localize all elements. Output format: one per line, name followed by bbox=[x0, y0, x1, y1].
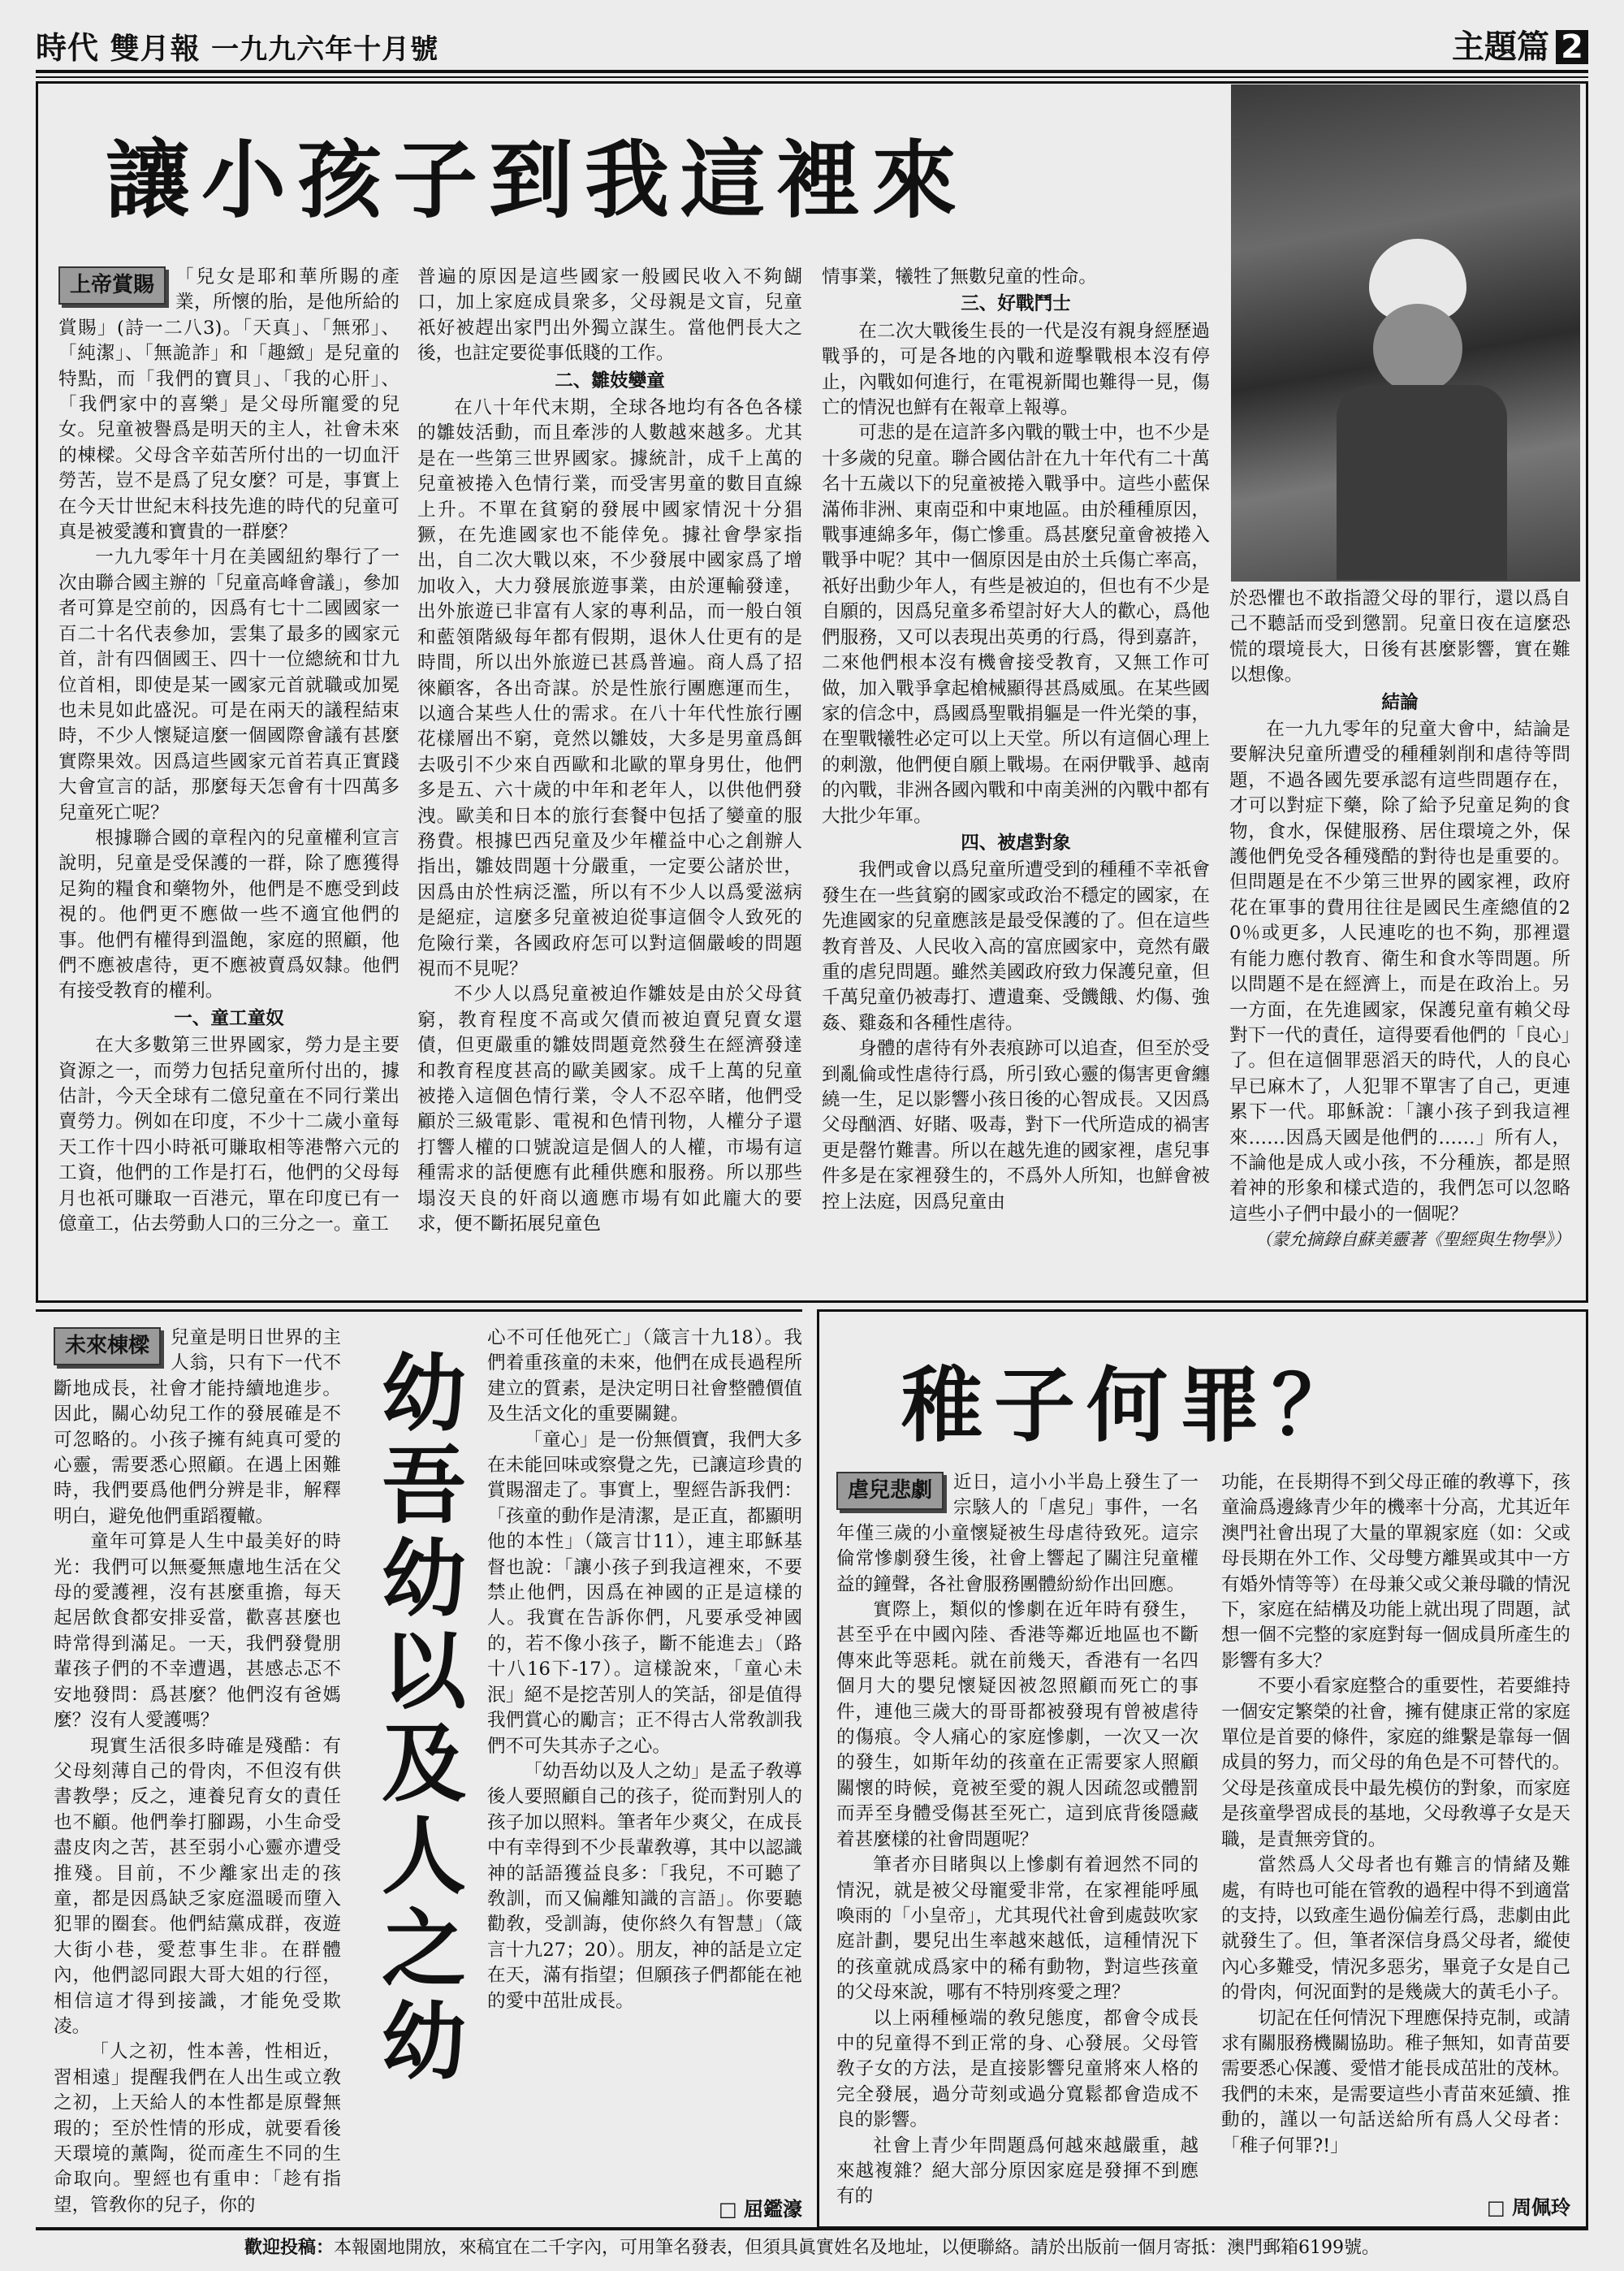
section-heading-2: 二、雛妓孌童 bbox=[555, 370, 665, 391]
paragraph: 現實生活很多時確是殘酷：有父母刻薄自己的骨肉，不但沒有供書教學；反之，連養兒育女的責任也不顧。他們拳打腳踢，小生命受盡皮肉之苦，甚至弱小心靈亦遭受推殘。目前，不少離家出走的孩童，都是因爲缺乏家庭溫暖而墮入犯罪的圈套。他們結黨成群，夜遊大街小巷，愛惹事生非。在群體內，他們認同跟大哥大姐的行徑，相信這才得到接識，才能免受欺凌。 bbox=[54, 1735, 341, 2037]
child-photo bbox=[1231, 84, 1580, 582]
paragraph: 根據聯合國的章程內的兒童權利宣言說明，兒童是受保護的一群，除了應獲得足夠的糧食和藥物外，他們是不應受到歧視的。他們更不應做一些不適宜他們的事。他們有權得到溫飽，家庭的照顧，他們不應被虐待，更不應被賣爲奴隸。他們有接受教育的權利。 bbox=[58, 827, 400, 1002]
section-heading-5: 結論 bbox=[1381, 691, 1419, 713]
paragraph: 切記在任何情況下理應保持克制，或請求有關服務機關協助。稚子無知，如青苗要需要悉心保護、愛惜才能長成茁壯的茂林。我們的未來，是需要這些小青苗來延續、推動的，謹以一句話送給所有爲人父母者：「稚子何罪?!」 bbox=[1221, 2007, 1570, 2156]
paragraph: 在八十年代末期，全球各地均有各色各樣的雛妓活動，而且牽涉的人數越來越多。尤其是在一些第三世界國家。據統計，成千上萬的兒童被捲入色情行業，而受害男童的數目直線上升。不單在貧窮的發展中國家情況十分猖獗，在先進國家也不能倖免。據社會學家指出，自二次大戰以來，不少發展中國家爲了增加收入，大力發展旅遊事業，由於運輸發達，出外旅遊已非富有人家的專利品，而一般白領和藍領階級每年都有假期，退休人仕更有的是時間，所以出外旅遊已甚爲普遍。商人爲了招徠顧客，各出奇謀。於是性旅行團應運而生，以適合某些人仕的需求。在八十年代性旅行團花樣層出不窮，竟然以雛妓，大多是男童爲餌去吸引不少來自西歐和北歐的單身男仕，他們多是五、六十歲的中年和老年人，以供他們發洩。歐美和日本的旅行套餐中包括了孌童的服務費。根據巴西兒童及少年權益中心之創辦人指出，雛妓問題十分嚴重，一定要公諸於世，因爲由於性病泛濫，所以有不少人以爲愛滋病是絕症，這麼多兒童被迫從事這個令人致死的危險行業，各國政府怎可以對這個嚴峻的問題視而不見呢？ bbox=[417, 397, 802, 980]
paragraph: 「人之初，性本善，性相近，習相遠」提醒我們在人出生或立敎之初，上天給人的本性都是原聲無瑕的；至於性情的形成，就要看後天環境的薰陶，從而產生不同的生命取向。聖經也有重申：「趁有指望，管敎你的兒子，你的 bbox=[54, 2041, 341, 2216]
article-2-title: 幼吾幼以及人之幼 bbox=[367, 1348, 466, 2089]
page-number: 2 bbox=[1556, 30, 1588, 64]
paragraph: 兒童是明日世界的主人翁，只有下一代不斷地成長，社會才能持續地進步。因此，關心幼兒工作的發展確是不可忽略的。小孩子擁有純真可愛的心靈，需要悉心照顧。在遇上困難時，我們要爲他們分辨是非，解釋明白，避免他們重蹈覆轍。 bbox=[54, 1327, 341, 1527]
source-credit: （蒙允摘錄自蘇美靈著《聖經與生物學》） bbox=[1255, 1230, 1570, 1250]
paragraph: 「幼吾幼以及人之幼」是孟子敎導後人要照顧自己的孩子，從而對別人的孩子加以照料。筆者年少爽父，在成長中有幸得到不少長輩敎導，其中以認識神的話語獲益良多：「我兒，不可聽了敎訓，而又偏離知識的言語」。你要聽勸敎，受訓誨，使你終久有智慧」（箴言十九27；20）。朋友，神的話是立定在天，滿有指望；但願孩子們都能在祂的愛中茁壯成長。 bbox=[487, 1760, 802, 2012]
article-3-title: 稚子何罪？ bbox=[901, 1358, 1364, 1453]
article-main-title: 讓小孩子到我這裡來 bbox=[106, 130, 969, 230]
child-body-icon bbox=[1337, 385, 1507, 580]
article-main-col-4 bbox=[1229, 586, 1570, 1290]
footer-rule bbox=[36, 2227, 1588, 2230]
section-header bbox=[1452, 21, 1588, 67]
article-main-col-1 bbox=[58, 265, 400, 1284]
section-heading-4: 四、被虐對象 bbox=[961, 832, 1071, 854]
footer-label: 歡迎投稿： bbox=[244, 2237, 334, 2258]
paragraph: 實際上，類似的慘劇在近年時有發生，甚至乎在中國內陸、香港等鄰近地區也不斷傳來此等惡耗。就在前幾天，香港有一名四個月大的嬰兒懷疑因被忽照顧而死亡的事件，連他三歲大的哥哥都被發現有曾被虐待的傷痕。令人痛心的家庭慘劇，一次又一次的發生，如斯年幼的孩童在正需要家人照顧關懷的時候，竟被至愛的親人因疏忽或體罰而弄至身體受傷甚至死亡，這到底背後隱藏着甚麼樣的社會問題呢？ bbox=[836, 1599, 1199, 1850]
section-name: 主題篇 bbox=[1452, 28, 1549, 66]
publication-frequency: 雙月報 bbox=[110, 32, 201, 66]
article-main-col-3 bbox=[822, 265, 1210, 1284]
child-face-icon bbox=[1373, 304, 1462, 393]
paragraph: 身體的虐待有外表痕跡可以追查，但至於受到亂倫或性虐待行爲，所引致心靈的傷害更會纏繞一生，足以影響小孩日後的心智成長。又因爲父母酗酒、好賭、吸毒，對下一代所造成的禍害更是罄竹難書。所以在越先進的國家裡，虐兒事件多是在家裡發生的，不爲外人所知，也鮮會被控上法庭，因爲兒童由 bbox=[822, 1038, 1210, 1213]
paragraph: 當然爲人父母者也有難言的情緒及難處，有時也可能在管敎的過程中得不到適當的支持，以致產生過份偏差行爲，悲劇由此就發生了。但，筆者深信身爲父母者，縱使內心多難受，情況多惡劣，畢竟子女是自己的骨肉，何況面對的是幾歲大的黃毛小子。 bbox=[1221, 1854, 1570, 2004]
article-2-col-2 bbox=[487, 1326, 802, 2195]
tag-god-gift: 上帝賞賜 bbox=[58, 266, 166, 305]
paragraph: 以上兩種極端的敎兒態度，都會令成長中的兒童得不到正常的身、心發展。父母管敎子女的方法，是直接影響兒童將來人格的完全發展，過分苛刻或過分寬鬆都會造成不良的影響。 bbox=[836, 2007, 1199, 2131]
paragraph: 不少人以爲兒童被迫作雛妓是由於父母貧窮，教育程度不高或欠債而被迫賣兒賣女還債，但更嚴重的雛妓問題竟然發生在經濟發達和教育程度甚高的歐美國家。成千上萬的兒童被捲入這個色情行業，令人不忍卒睹，他們受顧於三級電影、電視和色情刊物，人權分子還打響人權的口號說這是個人的人權，市場有這種需求的話便應有此種供應和服務。所以那些塌沒天良的奸商以適應市場有如此龐大的要求，便不斷拓展兒童色 bbox=[417, 984, 802, 1235]
paragraph: 在一九九零年的兒童大會中，結論是要解決兒童所遭受的種種剝削和虐待等問題，不過各國先要承認有這些問題存在，才可以對症下藥，除了給予兒童足夠的食物，食水，保健服務、居住環境之外，保護他們免受各種殘酷的對待也是重要的。但問題是在不少第三世界的國家裡，政府花在軍事的費用往往是國民生產總值的20％或更多，人民連吃的也不夠，那裡還有能力應付教育、衛生和食水等問題。所以問題不是在經濟上，而是在政治上。另一方面，在先進國家，保護兒童有賴父母對下一代的責任，這得要看他們的「良心」了。但在這個罪惡滔天的時代，人的良心早已麻木了，人犯罪不單害了自己，更連累下一代。耶穌說：「讓小孩子到我這裡來……因爲天國是他們的……」所有人，不論他是成人或小孩，不分種族，都是照着神的形象和樣式造的，我們怎可以忽略這些小子們中最小的一個呢？ bbox=[1229, 719, 1570, 1225]
article-3-col-2 bbox=[1221, 1470, 1570, 2185]
paragraph: 心不可任他死亡」（箴言十九18）。我們着重孩童的未來，他們在成長過程所建立的質素，是決定明日社會整體價值及生活文化的重要關鍵。 bbox=[487, 1327, 802, 1425]
tag-future-pillars: 未來棟樑 bbox=[54, 1327, 161, 1365]
article-2-author: □ 屈鑑濠 bbox=[718, 2197, 802, 2221]
paragraph: 童年可算是人生中最美好的時光：我們可以無憂無慮地生活在父母的愛護裡，沒有甚麼重擔，每天起居飲食都安排妥當，歡喜甚麼也時常得到滿足。一天，我們發覺朋輩孩子們的不幸遭遇，甚感忐忑不安地發問：爲甚麼？他們沒有爸媽麼？沒有人愛護嗎？ bbox=[54, 1531, 341, 1732]
paragraph: 我們或會以爲兒童所遭受到的種種不幸祇會發生在一些貧窮的國家或政治不穩定的國家，在先進國家的兒童應該是最受保護的了。但在這些教育普及、人民收入高的富庶國家中，竟然有嚴重的虐兒問題。雖然美國政府致力保護兒童，但千萬兒童仍被毒打、遭遺棄、受饑餓、灼傷、強姦、雞姦和各種性虐待。 bbox=[822, 859, 1210, 1034]
paragraph: 不要小看家庭整合的重要性，若要維持一個安定繁榮的社會，擁有健康正常的家庭單位是首要的條件，家庭的維繫是靠每一個成員的努力，而父母的角色是不可替代的。父母是孩童成長中最先模仿的對象，而家庭是孩童學習成長的基地，父母敎導子女是天職，是責無旁貸的。 bbox=[1221, 1676, 1570, 1850]
paragraph: 「童心」是一份無價寶，我們大多在未能回味或察覺之先，已讓這珍貴的賞賜溜走了。事實上，聖經告訴我們：「孩童的動作是清潔，是正直，都顯明他的本性」（箴言廿11），連主耶穌基督也說：「讓小孩子到我這裡來，不要禁止他們，因爲在神國的正是這樣的人。我實在告訴你們，凡要承受神國的，若不像小孩子，斷不能進去」（路十八16下-17）。這樣說來，「童心未泯」絕不是挖苦別人的笑話，卻是值得我們賞心的勵言；正不得古人常敎訓我們不可失其赤子之心。 bbox=[487, 1429, 802, 1757]
paragraph: 社會上青少年問題爲何越來越嚴重，越來越複雜？絕大部分原因家庭是發揮不到應有的 bbox=[836, 2135, 1199, 2208]
publication-name: 時代 bbox=[36, 30, 100, 66]
issue-date: 一九九六年十月號 bbox=[211, 33, 439, 66]
article-3-col-1 bbox=[836, 1470, 1199, 2217]
footer-notice bbox=[36, 2234, 1588, 2259]
article-3-author: □ 周佩玲 bbox=[1486, 2195, 1570, 2219]
footer-text: 本報園地開放，來稿宜在二千字內，可用筆名發表，但須具眞實姓名及地址，以便聯絡。請於出版前一個月寄抵：澳門郵箱6199號。 bbox=[334, 2238, 1380, 2258]
masthead bbox=[36, 23, 438, 67]
article-2-rule bbox=[36, 1309, 802, 1312]
paragraph: 功能，在長期得不到父母正確的敎導下，孩童淪爲邊緣青少年的機率十分高，尤其近年澳門社會出現了大量的單親家庭（如：父或母長期在外工作、父母雙方離異或其中一方有婚外情等等）在母兼父或父兼母職的情況下，家庭在結構及功能上就出現了問題，試想一個不完整的家庭對每一個成員所產生的影響有多大？ bbox=[1221, 1472, 1570, 1672]
paragraph: 「兒女是耶和華所賜的產業，所懷的胎，是他所給的賞賜」(詩一二八3)。「天真」、「無邪」、「純潔」、「無詭詐」和「趣緻」是兒童的特點，而「我們的寶貝」、「我的心肝」、「我們家中的喜樂」是父母所寵愛的兒女。兒童被譽爲是明天的主人，社會未來的棟樑。父母含辛茹苦所付出的一切血汗勞苦，豈不是爲了兒女麼？可是，事實上在今天廿世紀末科技先進的時代的兒童可真是被愛護和寶貴的一群麼？ bbox=[58, 266, 400, 543]
paragraph: 於恐懼也不敢指證父母的罪行，還以爲自己不聽話而受到懲罰。兒童日夜在這麼恐慌的環境長大，日後有甚麼影響，實在難以想像。 bbox=[1229, 588, 1570, 686]
paragraph: 在大多數第三世界國家，勞力是主要資源之一，而勞力包括兒童所付出的，據估計，今天全球有二億兒童在不同行業出賣勞力。例如在印度，不少十二歲小童每天工作十四小時祇可賺取相等港幣六元的工資，他們的工作是打石，他們的父母每月也祇可賺取一百港元，單在印度已有一億童工，佔去勞動人口的三分之一。童工 bbox=[58, 1035, 400, 1235]
paragraph: 在二次大戰後生長的一代是沒有親身經歷過戰爭的，可是各地的內戰和遊擊戰根本沒有停止，內戰如何進行，在電視新聞也難得一見，傷亡的情況也鮮有在報章上報導。 bbox=[822, 320, 1210, 419]
paragraph: 一九九零年十月在美國紐約舉行了一次由聯合國主辦的「兒童高峰會議」，參加者可算是空前的，因爲有七十二國國家一百二十名代表參加，雲集了最多的國家元首，計有四個國王、四十一位總統和廿九位首相，即使是某一國家元首就職或加冕也未見如此盛況。可是在兩天的議程結束時，不少人懷疑這麼一個國際會議有甚麼實際果效。因爲這些國家元首若真正實踐大會宣言的話，那麼每天怎會有十四萬多兒童死亡呢？ bbox=[58, 547, 400, 824]
tag-child-abuse: 虐兒悲劇 bbox=[836, 1472, 944, 1510]
header-rule bbox=[36, 70, 1588, 73]
section-heading-1: 一、童工童奴 bbox=[174, 1007, 284, 1029]
header-rule-thin bbox=[36, 76, 1588, 78]
section-heading-3: 三、好戰鬥士 bbox=[961, 293, 1071, 315]
paragraph: 普遍的原因是這些國家一般國民收入不夠餬口，加上家庭成員衆多，父母親是文盲，兒童祇好被趕出家門出外獨立謀生。當他們長大之後，也註定要從事低賤的工作。 bbox=[417, 266, 802, 365]
article-main-col-2 bbox=[417, 265, 802, 1284]
paragraph: 情事業，犧牲了無數兒童的性命。 bbox=[822, 266, 1097, 288]
paragraph: 近日，這小小半島上發生了一宗駭人的「虐兒」事件，一名年僅三歲的小童懷疑被生母虐待致死。這宗倫常慘劇發生後，社會上響起了關注兒童權益的鐘聲，各社會服務團體紛紛作出回應。 bbox=[836, 1472, 1199, 1595]
paragraph: 可悲的是在這許多內戰的戰士中，也不少是十多歲的兒童。聯合國估計在九十年代有二十萬名十五歲以下的兒童被捲入戰爭中。這些小藍保滿佈非洲、東南亞和中東地區。由於種種原因，戰事連綿多年，傷亡慘重。爲甚麼兒童會被捲入戰爭中呢？其中一個原因是由於土兵傷亡率高，祇好出動少年人，有些是被迫的，但也有不少是自願的，因爲兒童多希望討好大人的歡心，爲他們服務，又可以表現出英勇的行爲，得到嘉許，二來他們根本沒有機會接受教育，又無工作可做，加入戰爭拿起槍械顯得甚爲威風。在某些國家的信念中，爲國爲聖戰捐軀是一件光榮的事，在聖戰犧牲必定可以上天堂。所以有這個心理上的刺激，他們便自願上戰場。在兩伊戰爭、越南的內戰，非洲各國內戰和中南美洲的內戰中都有大批少年軍。 bbox=[822, 422, 1210, 827]
article-2-col-1 bbox=[54, 1326, 341, 2219]
paragraph: 筆者亦目睹與以上慘劇有着迥然不同的情況，就是被父母寵愛非常，在家裡能呼風喚雨的「小皇帝」，尤其現代社會到處鼓吹家庭計劃，嬰兒出生率越來越低，這種情況下的孩童就成爲家中的稀有動物，對這些孩童的父母來說，哪有不特別疼愛之理？ bbox=[836, 1854, 1199, 2004]
